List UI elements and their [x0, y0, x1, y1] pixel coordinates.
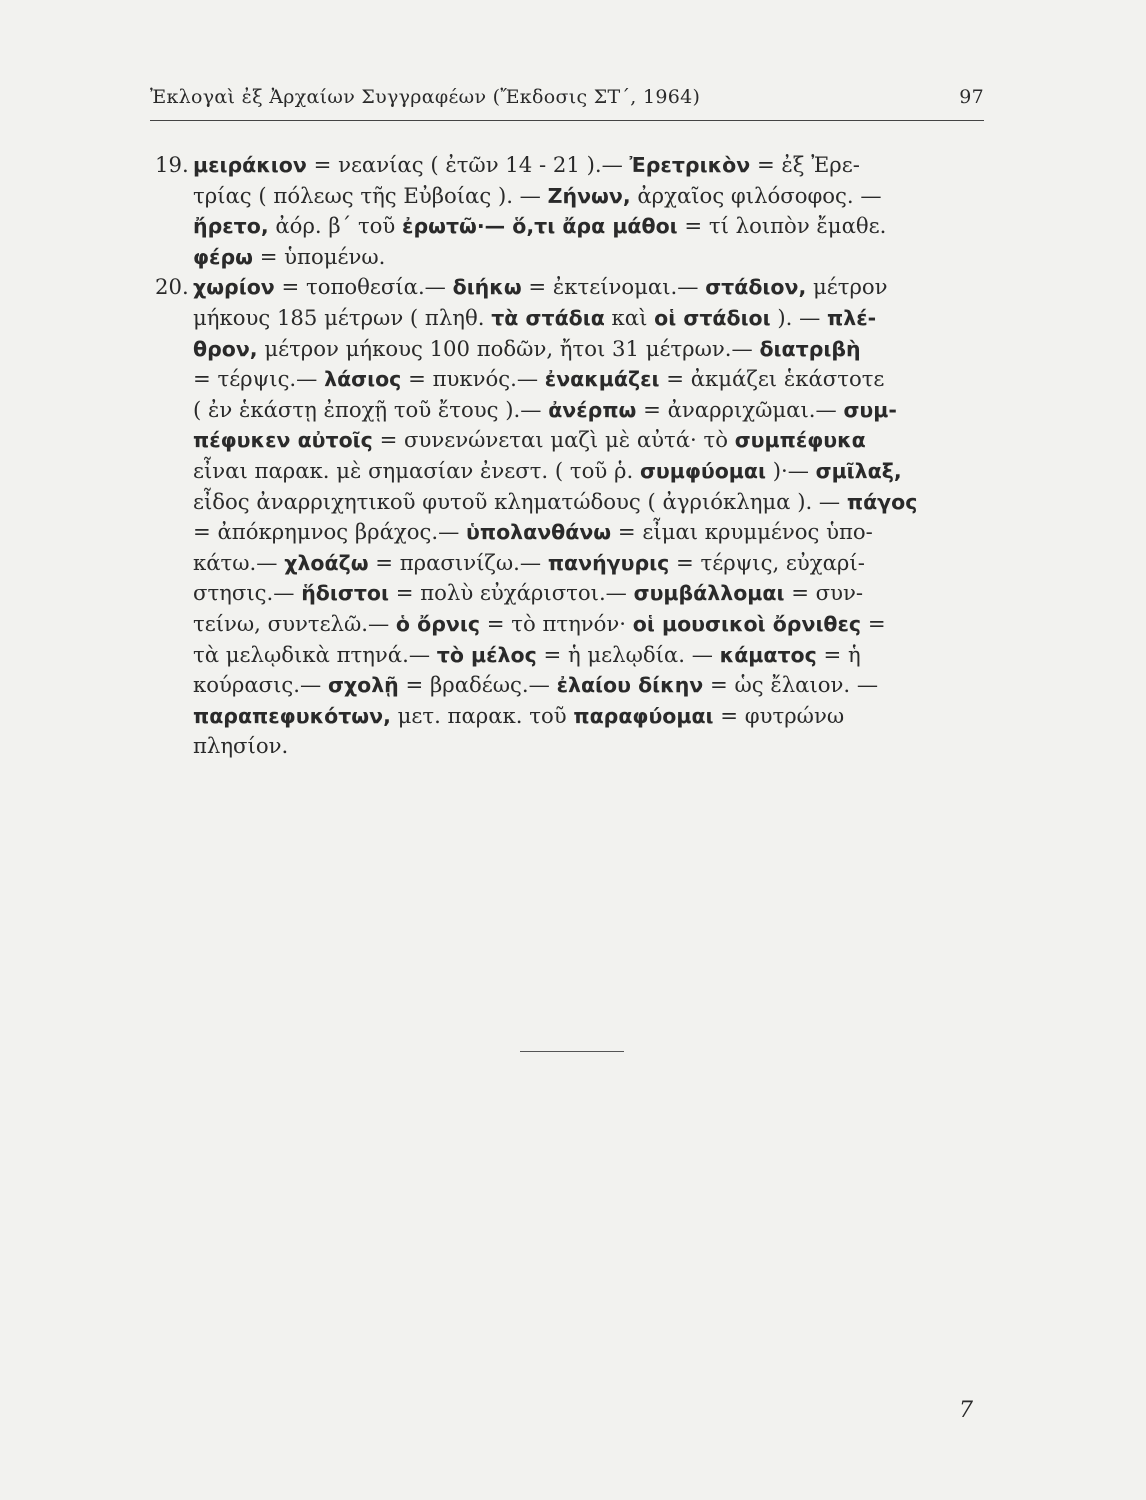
note-line [155, 364, 990, 395]
gloss-text: = ὑπομένω. [252, 243, 386, 269]
gloss-text: = πολὺ εὐχάριστοι.— [388, 580, 634, 606]
note-number: 20. [155, 274, 189, 300]
headword: τὸ μέλος [436, 642, 537, 667]
gloss-text: ). — [770, 304, 828, 330]
gloss-text: = ἀναρριχῶμαι.— [636, 396, 844, 422]
note-line [155, 640, 990, 671]
note-entry [155, 150, 990, 272]
note-line [155, 303, 990, 334]
note-line [155, 731, 990, 761]
headword: διήκω [452, 275, 522, 300]
gloss-text: = ἐξ Ἐρε- [750, 152, 860, 177]
headword: κάματος [719, 642, 817, 667]
page-number: 97 [959, 86, 984, 108]
headword: θρον, [193, 336, 258, 361]
headword: στάδιον, [705, 275, 807, 300]
note-line [155, 150, 990, 181]
headword: πλέ- [827, 305, 877, 330]
headword: παραπεφυκότων, [193, 703, 391, 728]
gloss-text: = συνενώνεται μαζὶ μὲ αὐτά· τὸ [372, 427, 735, 453]
headword: ἥδιστοι [301, 581, 389, 606]
note-line [155, 487, 990, 518]
running-header [150, 86, 984, 108]
gloss-text: = τέρψις, εὐχαρί- [669, 549, 865, 575]
gloss-text: = εἶμαι κρυμμένος ὑπο- [611, 519, 873, 545]
headword: Ζήνων, [547, 183, 631, 208]
gloss-text: = βραδέως.— [398, 672, 557, 698]
gloss-text: = ὡς ἔλαιον. — [703, 672, 879, 698]
headword: ἐλαίου δίκην [556, 673, 704, 698]
gloss-text: = ἐκτείνομαι.— [521, 274, 706, 300]
headword: συμ- [843, 397, 897, 422]
headword: παραφύομαι [573, 703, 714, 728]
note-line [155, 334, 990, 365]
glossary-notes [155, 150, 990, 761]
note-line [155, 242, 990, 273]
gloss-text: = τοποθεσία.— [274, 274, 453, 300]
note-line [155, 517, 990, 548]
headword: μειράκιον [193, 153, 307, 177]
headword: συμβάλλομαι [633, 581, 785, 606]
running-title: Ἐκλογαὶ ἐξ Ἀρχαίων Συγγραφέων (Ἔκδοσις ΣΤ΄, 1964) [150, 86, 701, 108]
gloss-text: μέτρον [806, 274, 888, 300]
gloss-text: κούρασις.— [193, 672, 328, 698]
gloss-text: πλησίον. [193, 733, 289, 759]
gloss-text: κάτω.— [193, 549, 285, 575]
gloss-text: = τί λοιπὸν ἔμαθε. [677, 213, 887, 239]
gloss-text: ( ἐν ἑκάστῃ ἐποχῇ τοῦ ἔτους ).— [193, 396, 549, 422]
headword: τὰ στάδια [491, 305, 605, 330]
gloss-text: = πυκνός.— [401, 366, 545, 392]
gloss-text: στησις.— [193, 580, 302, 606]
headword: ἐνακμάζει [544, 367, 660, 392]
gloss-text: εἶναι παρακ. μὲ σημασίαν ἐνεστ. ( τοῦ ῥ. [193, 457, 640, 483]
headword: ἤρετο, [193, 214, 269, 239]
note-line [155, 395, 990, 426]
headword: φέρω [193, 244, 253, 269]
gloss-text: μήκους 185 μέτρων ( πληθ. [193, 304, 492, 330]
signature-mark: 7 [959, 1398, 973, 1423]
gloss-text: ἀόρ. β΄ τοῦ [268, 213, 403, 239]
gloss-text: = ἡ [816, 641, 861, 667]
gloss-text: μετ. παρακ. τοῦ [390, 702, 574, 728]
headword: Ἐρετρικὸν [629, 153, 751, 177]
gloss-text: = νεανίας ( ἐτῶν 14 - 21 ).— [306, 152, 630, 177]
headword: ὁ ὄρνις [395, 611, 481, 636]
gloss-text: = ἀκμάζει ἑκάστοτε [659, 366, 885, 392]
gloss-text: = ἡ μελῳδία. — [536, 641, 720, 667]
note-line [155, 548, 990, 579]
headword: πέφυκεν αὐτοῖς [193, 428, 373, 453]
note-line [155, 272, 990, 303]
gloss-text: = φυτρώνω [713, 702, 845, 728]
gloss-text: καὶ [604, 304, 655, 330]
headword: χωρίον [193, 275, 275, 300]
note-line [155, 425, 990, 456]
headword: πάγος [846, 489, 918, 514]
note-line [155, 211, 990, 242]
headword: ἐρωτῶ·— ὅ,τι ἄρα μάθοι [402, 214, 678, 239]
gloss-text: = [861, 610, 886, 636]
headword: ἀνέρπω [548, 397, 637, 422]
note-line [155, 578, 990, 609]
note-line [155, 670, 990, 701]
gloss-text: = ἀπόκρημνος βράχος.— [193, 519, 467, 545]
headword: συμφύομαι [639, 458, 766, 483]
note-number: 19. [155, 152, 189, 177]
headword: σμῖλαξ, [815, 458, 902, 483]
note-line [155, 609, 990, 640]
note-line [155, 701, 990, 732]
headword: ὑπολανθάνω [466, 520, 612, 545]
gloss-text: = συν- [784, 580, 864, 606]
note-line [155, 456, 990, 487]
headword: οἱ μουσικοὶ ὄρνιθες [632, 611, 862, 636]
headword: σχολῇ [327, 673, 399, 698]
gloss-text: = πρασινίζω.— [368, 549, 548, 575]
note-entry [155, 272, 990, 761]
headword: χλοάζω [284, 550, 369, 575]
gloss-text: )·— [765, 457, 816, 483]
gloss-text: = τὸ πτηνόν· [480, 610, 633, 636]
header-rule [150, 120, 984, 121]
gloss-text: μέτρον μήκους 100 ποδῶν, ἤτοι 31 μέτρων.— [257, 335, 760, 361]
gloss-text: ἀρχαῖος φιλόσοφος. — [630, 182, 882, 208]
headword: συμπέφυκα [734, 428, 866, 453]
gloss-text: τείνω, συντελῶ.— [193, 610, 396, 636]
headword: διατριβὴ [759, 336, 861, 361]
headword: οἱ στάδιοι [654, 305, 771, 330]
gloss-text: τρίας ( πόλεως τῆς Εὐβοίας ). — [193, 182, 548, 208]
end-rule [520, 1051, 624, 1052]
headword: πανήγυρις [547, 550, 670, 575]
headword: λάσιος [324, 367, 402, 392]
gloss-text: τὰ μελῳδικὰ πτηνά.— [193, 641, 437, 667]
gloss-text: εἶδος ἀναρριχητικοῦ φυτοῦ κληματώδους ( ἀγριόκλημα ). — [193, 488, 847, 514]
note-line [155, 181, 990, 212]
gloss-text: = τέρψις.— [193, 366, 325, 392]
